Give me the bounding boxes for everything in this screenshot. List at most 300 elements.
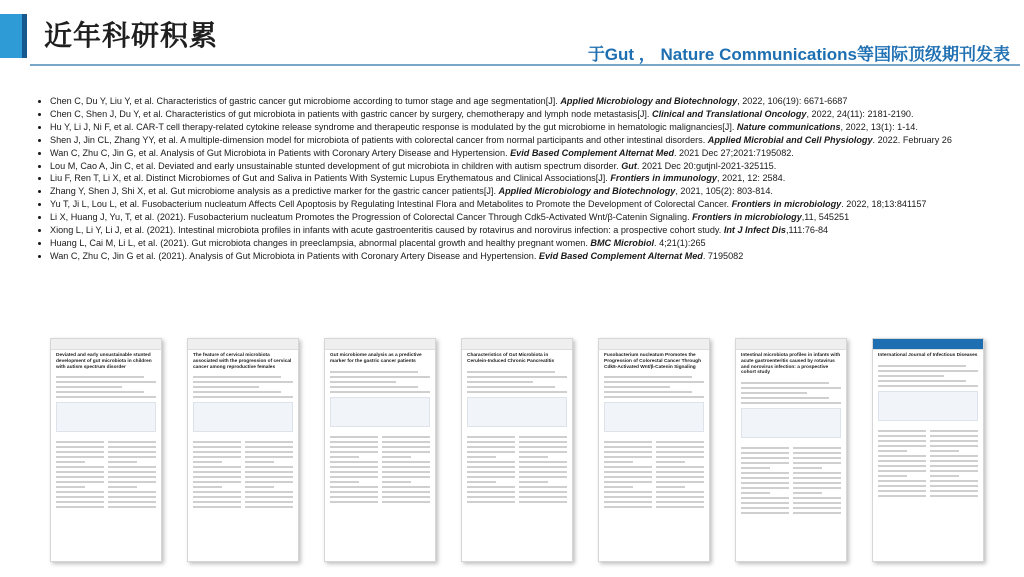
- paper-text-line: [467, 371, 555, 373]
- paper-text-line: [56, 446, 104, 448]
- paper-text-line: [656, 481, 704, 483]
- paper-header-band: [51, 339, 161, 350]
- paper-abstract-box: [604, 402, 704, 432]
- paper-text-line: [878, 485, 926, 487]
- paper-text-line: [741, 457, 789, 459]
- paper-column: [793, 444, 841, 517]
- reference-journal: Frontiers in immunology: [610, 173, 717, 184]
- paper-text-line: [467, 446, 515, 448]
- reference-text: Chen C, Shen J, Du Y, et al. Characteristics of gut microbiota in patients with gastric cancer by surgery, chemotherapy and lymph node metastasis[J].: [50, 108, 652, 119]
- paper-text-line: [878, 370, 978, 372]
- paper-text-line: [793, 472, 841, 474]
- paper-text-line: [56, 456, 104, 458]
- paper-text-line: [245, 451, 293, 453]
- paper-text-line: [330, 486, 378, 488]
- paper-text-line: [467, 501, 515, 503]
- paper-text-line: [245, 501, 293, 503]
- paper-text-line: [108, 446, 156, 448]
- paper-text-line: [878, 380, 966, 382]
- paper-text-line: [604, 386, 670, 388]
- reference-item: [50, 211, 1024, 224]
- paper-text-line: [382, 461, 430, 463]
- paper-text-line: [245, 441, 293, 443]
- paper-text-line: [930, 495, 978, 497]
- paper-text-line: [108, 486, 137, 488]
- paper-column: [604, 438, 652, 511]
- paper-text-line: [193, 466, 241, 468]
- paper-text-line: [56, 441, 104, 443]
- reference-text: Lou M, Cao A, Jin C, et al. Deviated and early unsustainable stunted development of gut microbiota in children with autism spectrum disorder.: [50, 160, 622, 171]
- paper-text-line: [330, 466, 378, 468]
- paper-text-line: [193, 506, 241, 508]
- paper-text-line: [108, 481, 156, 483]
- paper-text-line: [467, 486, 515, 488]
- paper-text-line: [193, 481, 241, 483]
- reference-tail: . 7195082: [702, 250, 744, 261]
- paper-text-line: [741, 482, 789, 484]
- paper-text-line: [741, 502, 789, 504]
- paper-text-line: [467, 476, 515, 478]
- paper-text-line: [56, 376, 144, 378]
- paper-text-line: [330, 446, 378, 448]
- paper-text-line: [193, 496, 241, 498]
- paper-text-line: [467, 451, 515, 453]
- paper-text-line: [108, 476, 156, 478]
- reference-journal: Evid Based Complement Alternat Med: [510, 147, 674, 158]
- paper-text-line: [193, 396, 293, 398]
- paper-text-line: [519, 451, 567, 453]
- paper-text-line: [193, 476, 241, 478]
- reference-journal: Frontiers in microbiology: [731, 199, 842, 210]
- reference-text: Wan C, Zhu C, Jin G, et al. Analysis of Gut Microbiota in Patients with Coronary Artery Disease and Hypertension.: [50, 147, 511, 158]
- reference-journal: BMC Microbiol: [590, 237, 655, 248]
- paper-text-line: [741, 462, 789, 464]
- paper-text-line: [193, 471, 241, 473]
- paper-text-line: [245, 486, 274, 488]
- paper-text-line: [604, 456, 652, 458]
- paper-text-line: [878, 480, 926, 482]
- reference-journal: Applied Microbial and Cell Physiology: [707, 134, 873, 145]
- paper-text-line: [467, 491, 515, 493]
- paper-text-line: [656, 501, 704, 503]
- reference-tail: , 2022, 106(19): 6671-6687: [737, 96, 848, 106]
- paper-text-line: [382, 436, 430, 438]
- paper-thumbnails: [50, 338, 985, 568]
- paper-text-line: [245, 446, 293, 448]
- paper-text-line: [604, 461, 633, 463]
- paper-text-line: [245, 471, 293, 473]
- paper-text-line: [382, 476, 430, 478]
- paper-text-line: [467, 381, 533, 383]
- paper-text-line: [793, 452, 841, 454]
- paper-text-line: [878, 450, 907, 452]
- reference-journal: Gut: [621, 160, 637, 171]
- paper-text-line: [604, 486, 633, 488]
- paper-text-line: [793, 497, 841, 499]
- paper-text-line: [382, 441, 430, 443]
- paper-header-band: [736, 339, 846, 350]
- paper-title: Intestinal microbiota profiles in infants with acute gastroenteritis caused by rotavirus and norovirus infection: a prospective cohort study: [741, 353, 841, 376]
- reference-tail: . 2021 Dec 20:gutjnl-2021-325115.: [636, 160, 777, 171]
- paper-text-line: [467, 391, 567, 393]
- header-divider: [30, 64, 1020, 66]
- paper-text-line: [467, 461, 515, 463]
- paper-text-line: [604, 396, 704, 398]
- paper-thumbnail: [50, 338, 162, 562]
- paper-text-line: [330, 491, 378, 493]
- paper-text-line: [519, 456, 548, 458]
- paper-text-line: [382, 491, 430, 493]
- reference-text: Wan C, Zhu C, Jin G et al. (2021). Analysis of Gut Microbiota in Patients with Coronary Artery Disease and Hypertension.: [50, 250, 539, 261]
- paper-text-line: [656, 461, 685, 463]
- paper-text-line: [382, 451, 430, 453]
- paper-text-line: [930, 435, 978, 437]
- paper-text-line: [108, 491, 156, 493]
- page-title: 近年科研积累: [44, 20, 219, 51]
- paper-text-line: [108, 496, 156, 498]
- paper-text-line: [741, 507, 789, 509]
- paper-text-line: [793, 457, 841, 459]
- paper-text-line: [656, 466, 704, 468]
- paper-text-line: [382, 496, 430, 498]
- paper-text-line: [793, 487, 841, 489]
- paper-text-line: [330, 436, 378, 438]
- paper-text-line: [741, 392, 807, 394]
- reference-item: [50, 237, 1024, 250]
- paper-column: [330, 433, 378, 506]
- paper-header-band: [462, 339, 572, 350]
- paper-text-line: [656, 441, 704, 443]
- reference-tail: , 2022, 13(1): 1-14.: [840, 121, 918, 132]
- paper-text-line: [930, 470, 978, 472]
- paper-text-line: [108, 441, 156, 443]
- paper-text-line: [56, 471, 104, 473]
- paper-text-line: [382, 486, 430, 488]
- paper-text-line: [245, 461, 274, 463]
- paper-text-line: [382, 446, 430, 448]
- paper-text-line: [878, 365, 966, 367]
- paper-text-line: [656, 471, 704, 473]
- reference-tail: . 2022. February 26: [872, 134, 952, 145]
- paper-text-line: [193, 501, 241, 503]
- paper-text-line: [330, 481, 359, 483]
- paper-text-line: [330, 456, 359, 458]
- paper-text-line: [878, 470, 926, 472]
- paper-text-line: [330, 391, 430, 393]
- paper-text-line: [878, 375, 944, 377]
- reference-journal: Clinical and Translational Oncology: [652, 108, 807, 119]
- reference-journal: Frontiers in microbiology: [692, 212, 802, 223]
- paper-columns: [873, 425, 983, 502]
- paper-text-line: [741, 492, 770, 494]
- paper-columns: [51, 436, 161, 513]
- paper-text-line: [245, 456, 293, 458]
- paper-text-line: [56, 396, 156, 398]
- paper-thumbnail: [598, 338, 710, 562]
- paper-text-line: [793, 507, 841, 509]
- reference-text: Yu T, Ji L, Lou L, et al. Fusobacterium nucleatum Affects Cell Apoptosis by Regulating Intestinal Flora and Metabolites to Promote the Development of Colorectal Cancer.: [50, 199, 732, 210]
- paper-text-line: [793, 512, 841, 514]
- paper-text-line: [741, 387, 841, 389]
- paper-header-band: [873, 339, 983, 350]
- page-subtitle: 于Gut ， Nature Communications等国际顶级期刊发表: [587, 45, 1010, 64]
- paper-text-line: [930, 430, 978, 432]
- paper-text-line: [56, 486, 85, 488]
- paper-text-line: [467, 386, 555, 388]
- reference-text: Hu Y, Li J, Ni F, et al. CAR-T cell therapy-related cytokine release syndrome and therapeutic response is modulated by the gut microbiome in hematologic malignancies[J].: [50, 121, 737, 132]
- reference-tail: , 2022, 24(11): 2181-2190.: [806, 108, 914, 119]
- reference-item: [50, 160, 1024, 173]
- paper-text-line: [878, 435, 926, 437]
- paper-text-line: [604, 466, 652, 468]
- reference-item: [50, 250, 1024, 263]
- paper-text-line: [467, 436, 515, 438]
- paper-text-line: [56, 391, 144, 393]
- paper-text-line: [108, 451, 156, 453]
- paper-title: Characteristics of Gut Microbiota in Cerulein-Induced Chronic Pancreatitis: [467, 353, 555, 364]
- reference-tail: . 2022, 18;13:841157: [841, 199, 927, 210]
- paper-header-band: [599, 339, 709, 350]
- paper-text-line: [108, 471, 156, 473]
- paper-text-line: [930, 455, 978, 457]
- reference-text: Huang L, Cai M, Li L, et al. (2021). Gut microbiota changes in preeclampsia, abnormal placental growth and healthy pregnant women.: [50, 237, 591, 248]
- paper-column: [56, 438, 104, 511]
- reference-journal: Applied Microbiology and Biotechnology: [498, 186, 676, 197]
- paper-columns: [188, 436, 298, 513]
- paper-text-line: [878, 385, 978, 387]
- paper-text-line: [193, 391, 281, 393]
- paper-column: [519, 433, 567, 506]
- paper-text-line: [930, 465, 978, 467]
- paper-text-line: [519, 466, 567, 468]
- paper-text-line: [108, 506, 156, 508]
- paper-column: [467, 433, 515, 506]
- paper-text-line: [193, 446, 241, 448]
- paper-text-line: [604, 476, 652, 478]
- paper-text-line: [56, 461, 85, 463]
- paper-text-line: [519, 446, 567, 448]
- paper-text-line: [108, 501, 156, 503]
- paper-text-line: [741, 497, 789, 499]
- paper-abstract-box: [56, 402, 156, 432]
- paper-text-line: [741, 467, 770, 469]
- paper-text-line: [930, 480, 978, 482]
- paper-text-line: [741, 477, 789, 479]
- paper-text-line: [741, 487, 789, 489]
- title-accent-bar: [0, 14, 22, 58]
- reference-item: [50, 224, 1024, 237]
- paper-text-line: [330, 496, 378, 498]
- paper-text-line: [878, 430, 926, 432]
- paper-text-line: [930, 450, 959, 452]
- paper-text-line: [604, 506, 652, 508]
- reference-tail: . 2021 Dec 27;2021:7195082.: [674, 147, 794, 158]
- paper-text-line: [330, 376, 430, 378]
- paper-text-line: [793, 467, 822, 469]
- paper-text-line: [193, 491, 241, 493]
- paper-text-line: [467, 466, 515, 468]
- reference-item: [50, 108, 1024, 121]
- paper-text-line: [193, 451, 241, 453]
- paper-text-line: [878, 475, 907, 477]
- paper-text-line: [604, 481, 652, 483]
- paper-header-band: [325, 339, 435, 350]
- paper-text-line: [604, 496, 652, 498]
- paper-text-line: [467, 456, 496, 458]
- paper-text-line: [193, 376, 281, 378]
- paper-text-line: [56, 476, 104, 478]
- paper-text-line: [108, 461, 137, 463]
- paper-text-line: [330, 501, 378, 503]
- paper-column: [878, 427, 926, 500]
- paper-text-line: [930, 475, 959, 477]
- paper-text-line: [467, 496, 515, 498]
- paper-text-line: [382, 466, 430, 468]
- paper-text-line: [604, 381, 704, 383]
- reference-item: [50, 95, 1024, 108]
- paper-text-line: [56, 386, 122, 388]
- paper-thumbnail: [324, 338, 436, 562]
- paper-text-line: [793, 447, 841, 449]
- paper-text-line: [656, 506, 704, 508]
- paper-text-line: [930, 440, 978, 442]
- paper-text-line: [330, 371, 418, 373]
- paper-text-line: [519, 486, 567, 488]
- paper-text-line: [656, 496, 704, 498]
- paper-thumbnail: [735, 338, 847, 562]
- paper-text-line: [656, 446, 704, 448]
- paper-text-line: [519, 471, 567, 473]
- paper-text-line: [519, 461, 567, 463]
- paper-text-line: [330, 441, 378, 443]
- paper-text-line: [604, 446, 652, 448]
- paper-column: [245, 438, 293, 511]
- paper-text-line: [656, 476, 704, 478]
- paper-thumbnail: [461, 338, 573, 562]
- paper-text-line: [56, 466, 104, 468]
- paper-text-line: [193, 441, 241, 443]
- paper-abstract-box: [330, 397, 430, 427]
- paper-text-line: [382, 471, 430, 473]
- paper-text-line: [793, 477, 841, 479]
- reference-item: [50, 147, 1024, 160]
- paper-text-line: [656, 491, 704, 493]
- paper-text-line: [56, 451, 104, 453]
- paper-text-line: [519, 441, 567, 443]
- paper-text-line: [108, 456, 156, 458]
- paper-text-line: [245, 466, 293, 468]
- reference-tail: ,11, 545251: [801, 212, 850, 223]
- paper-text-line: [56, 491, 104, 493]
- paper-thumbnail: [187, 338, 299, 562]
- paper-text-line: [56, 506, 104, 508]
- paper-header-band: [188, 339, 298, 350]
- paper-text-line: [193, 461, 222, 463]
- paper-abstract-box: [878, 391, 978, 421]
- paper-text-line: [878, 465, 926, 467]
- paper-text-line: [741, 447, 789, 449]
- paper-text-line: [878, 495, 926, 497]
- paper-text-line: [656, 456, 704, 458]
- paper-text-line: [330, 381, 396, 383]
- paper-text-line: [793, 482, 841, 484]
- paper-text-line: [656, 486, 685, 488]
- paper-text-line: [604, 451, 652, 453]
- reference-text: Chen C, Du Y, Liu Y, et al. Characteristics of gastric cancer gut microbiome according to tumor stage and age segmentation[J].: [50, 96, 561, 106]
- paper-text-line: [930, 460, 978, 462]
- paper-text-line: [930, 445, 978, 447]
- paper-columns: [462, 431, 572, 508]
- paper-text-line: [656, 451, 704, 453]
- paper-text-line: [793, 492, 822, 494]
- paper-column: [193, 438, 241, 511]
- reference-journal: Evid Based Complement Alternat Med: [538, 250, 703, 261]
- paper-text-line: [245, 491, 293, 493]
- paper-columns: [736, 442, 846, 519]
- paper-thumbnail: [872, 338, 984, 562]
- paper-text-line: [382, 481, 411, 483]
- paper-columns: [599, 436, 709, 513]
- paper-column: [656, 438, 704, 511]
- reference-item: [50, 185, 1024, 198]
- paper-text-line: [930, 485, 978, 487]
- reference-text: Liu F, Ren T, Li X, et al. Distinct Microbiomes of Gut and Saliva in Patients With Systemic Lupus Erythematous and Clinical Associations[J].: [50, 173, 611, 184]
- paper-text-line: [108, 466, 156, 468]
- paper-text-line: [878, 445, 926, 447]
- title-accent-bar-dark: [22, 14, 27, 58]
- paper-text-line: [193, 381, 293, 383]
- reference-journal: Int J Infect Dis: [723, 225, 786, 236]
- reference-text: Xiong L, Li Y, Li J, et al. (2021). Intestinal microbiota profiles in infants with acute gastroenteritis caused by rotavirus and norovirus infection: a prospective cohort study.: [50, 225, 724, 236]
- paper-text-line: [741, 452, 789, 454]
- paper-column: [930, 427, 978, 500]
- reference-tail: ,111:76-84: [785, 225, 829, 236]
- paper-text-line: [519, 491, 567, 493]
- paper-text-line: [519, 496, 567, 498]
- paper-abstract-box: [467, 397, 567, 427]
- paper-text-line: [245, 506, 293, 508]
- paper-text-line: [741, 472, 789, 474]
- paper-columns: [325, 431, 435, 508]
- paper-title: Deviated and early unsustainable stunted development of gut microbiota in children with autism spectrum disorder: [56, 353, 152, 370]
- reference-journal: Nature communications: [736, 121, 841, 132]
- reference-journal: Applied Microbiology and Biotechnology: [560, 96, 738, 106]
- paper-text-line: [519, 501, 567, 503]
- paper-text-line: [519, 476, 567, 478]
- paper-text-line: [245, 476, 293, 478]
- paper-text-line: [330, 461, 378, 463]
- paper-text-line: [56, 501, 104, 503]
- paper-text-line: [467, 376, 567, 378]
- paper-text-line: [604, 491, 652, 493]
- paper-text-line: [330, 451, 378, 453]
- paper-title: Gut microbiome analysis as a predictive marker for the gastric cancer patients: [330, 353, 422, 364]
- paper-text-line: [741, 402, 841, 404]
- paper-text-line: [741, 382, 829, 384]
- paper-text-line: [519, 481, 548, 483]
- reference-text: Shen J, Jin CL, Zhang YY, et al. A multiple-dimension model for microbiota of patients with colorectal cancer from normal participants and other intestinal disorders.: [50, 134, 708, 145]
- paper-text-line: [467, 471, 515, 473]
- paper-text-line: [604, 501, 652, 503]
- reference-text: Zhang Y, Shen J, Shi X, et al. Gut microbiome analysis as a predictive marker for the gastric cancer patients[J].: [50, 186, 499, 197]
- reference-tail: , 2021, 12: 2584.: [716, 173, 786, 184]
- paper-text-line: [330, 476, 378, 478]
- paper-text-line: [793, 502, 841, 504]
- paper-text-line: [245, 496, 293, 498]
- reference-tail: . 4;21(1):265: [654, 237, 706, 248]
- paper-text-line: [56, 496, 104, 498]
- paper-text-line: [56, 381, 156, 383]
